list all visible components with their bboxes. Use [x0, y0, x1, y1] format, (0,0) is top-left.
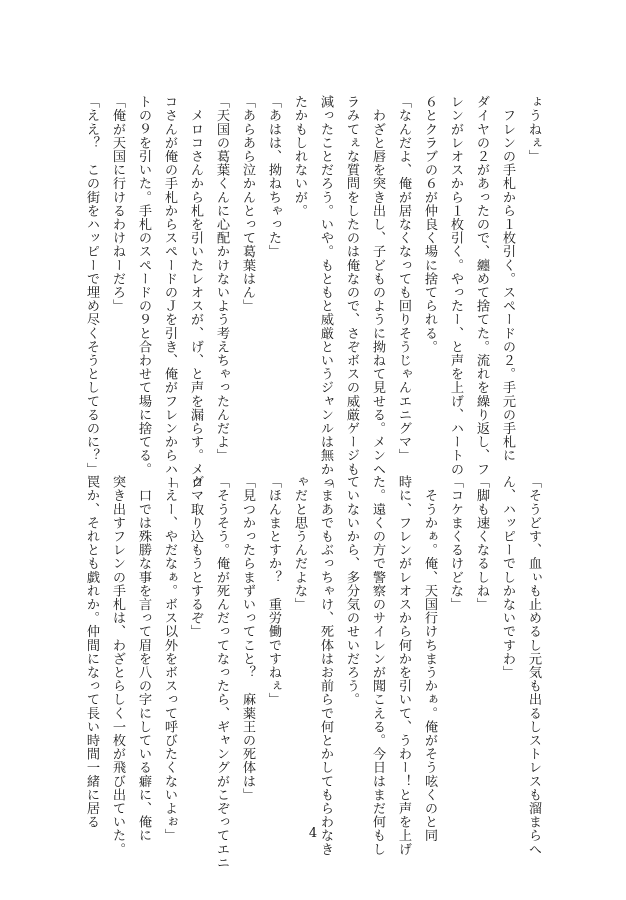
- upper-text-line: メロコさんから札を引いたレオスが、げ、と声を漏らす。メロ: [188, 95, 203, 490]
- lower-text-line: グマ取り込もうとするぞ」: [188, 475, 203, 639]
- upper-text-line: 「俺が天国に行けるわけねーだろ」: [110, 95, 125, 313]
- upper-text-line: 「あはは、拗ねちゃった」: [266, 95, 281, 259]
- upper-text-line: ラみてぇな質問をしたのは俺なので、さぞボスの威厳ゲージも: [344, 95, 359, 476]
- upper-text-line: わざと唇を突き出し、子どものように拗ねて見せる。メンヘ: [370, 95, 385, 476]
- lower-text-line: 「そうそう。俺が死んだってなったら、ギャングがこぞってエニ: [214, 475, 229, 870]
- upper-text-line: レンがレオスから１枚引く。やったー、と声を上げ、ハートの: [448, 95, 463, 476]
- lower-text-line: 「コケまくるけどな」: [448, 475, 463, 611]
- upper-text-line: ょうねぇ」: [526, 95, 541, 163]
- upper-text-line: 「なんだよ、俺が居なくなっても回りそうじゃんエニグマ」: [396, 95, 411, 463]
- upper-text-line: ６とクラブの６が仲良く場に捨てられる。: [422, 95, 437, 354]
- lower-text-line: 「ほんまとすか？ 重労働ですねぇ」: [266, 475, 281, 707]
- text-block-upper: [84, 95, 546, 490]
- lower-text-line: ゃだと思うんだよな」: [292, 475, 307, 611]
- upper-text-line: 「天国の葛葉くんに心配かけないよう考えちゃったんだよ」: [214, 95, 229, 463]
- lower-text-line: ん、ハッピーでしかないですわ」: [500, 475, 515, 679]
- lower-text-line: 口では殊勝な事を言って眉を八の字にしている癖に、俺に: [136, 475, 151, 843]
- lower-text-line: た。遠くの方で警察のサイレンが聞こえる。今日はまだ何もし: [370, 475, 385, 856]
- text-block-lower: [84, 475, 546, 870]
- upper-text-line: 「ええ？ この街をハッピーで埋め尽くそうとしてるのに？」: [84, 95, 99, 476]
- lower-text-line: 「そうどす、血ぃも止めるし元気も出るしストレスも溜まらへ: [526, 475, 541, 856]
- upper-text-line: ダイヤの２があったので、纏めて捨てた。流れを繰り返し、フ: [474, 95, 489, 476]
- lower-text-line: 「脚も速くなるしね」: [474, 475, 489, 611]
- upper-text-line: フレンの手札から１枚引く。スペードの２。手元の手札に: [500, 95, 515, 463]
- upper-text-line: たかもしれないが。: [292, 95, 307, 218]
- upper-text-line: コさんが俺の手札からスペードのＪを引き、俺がフレンからハー: [162, 95, 177, 490]
- upper-text-line: トの９を引いた。手札のスペードの９と合わせて場に捨てる。: [136, 95, 151, 476]
- lower-text-line: そうかぁ。俺、天国行けちまうかぁ。俺がそう呟くのと同: [422, 475, 437, 843]
- lower-text-line: 「見つかったらまずいってこと？ 麻薬王の死体は」: [240, 475, 255, 802]
- lower-text-line: 「えー、やだなぁ。ボス以外をボスって呼びたくないよぉ」: [162, 475, 177, 843]
- upper-text-line: 「あらあら泣かんとって葛葉はん」: [240, 95, 255, 313]
- lower-text-line: 時に、フレンがレオスから何かを引いて、うわー！と声を上げ: [396, 475, 411, 856]
- page-number: 4: [308, 826, 318, 841]
- lower-text-line: ていないから、多分気のせいだろう。: [344, 475, 359, 707]
- lower-text-line: 罠か、それとも戯れか。仲間になって長い時間一緒に居る: [84, 475, 99, 829]
- lower-text-line: 突き出すフレンの手札は、わざとらしく一枚が飛び出ていた。: [110, 475, 125, 856]
- lower-text-line: 「まあでもぶっちゃけ、死体はお前らで何とかしてもらわなき: [318, 475, 333, 856]
- upper-text-line: 減ったことだろう。いや。もともと威厳というジャンルは無かっ: [318, 95, 333, 490]
